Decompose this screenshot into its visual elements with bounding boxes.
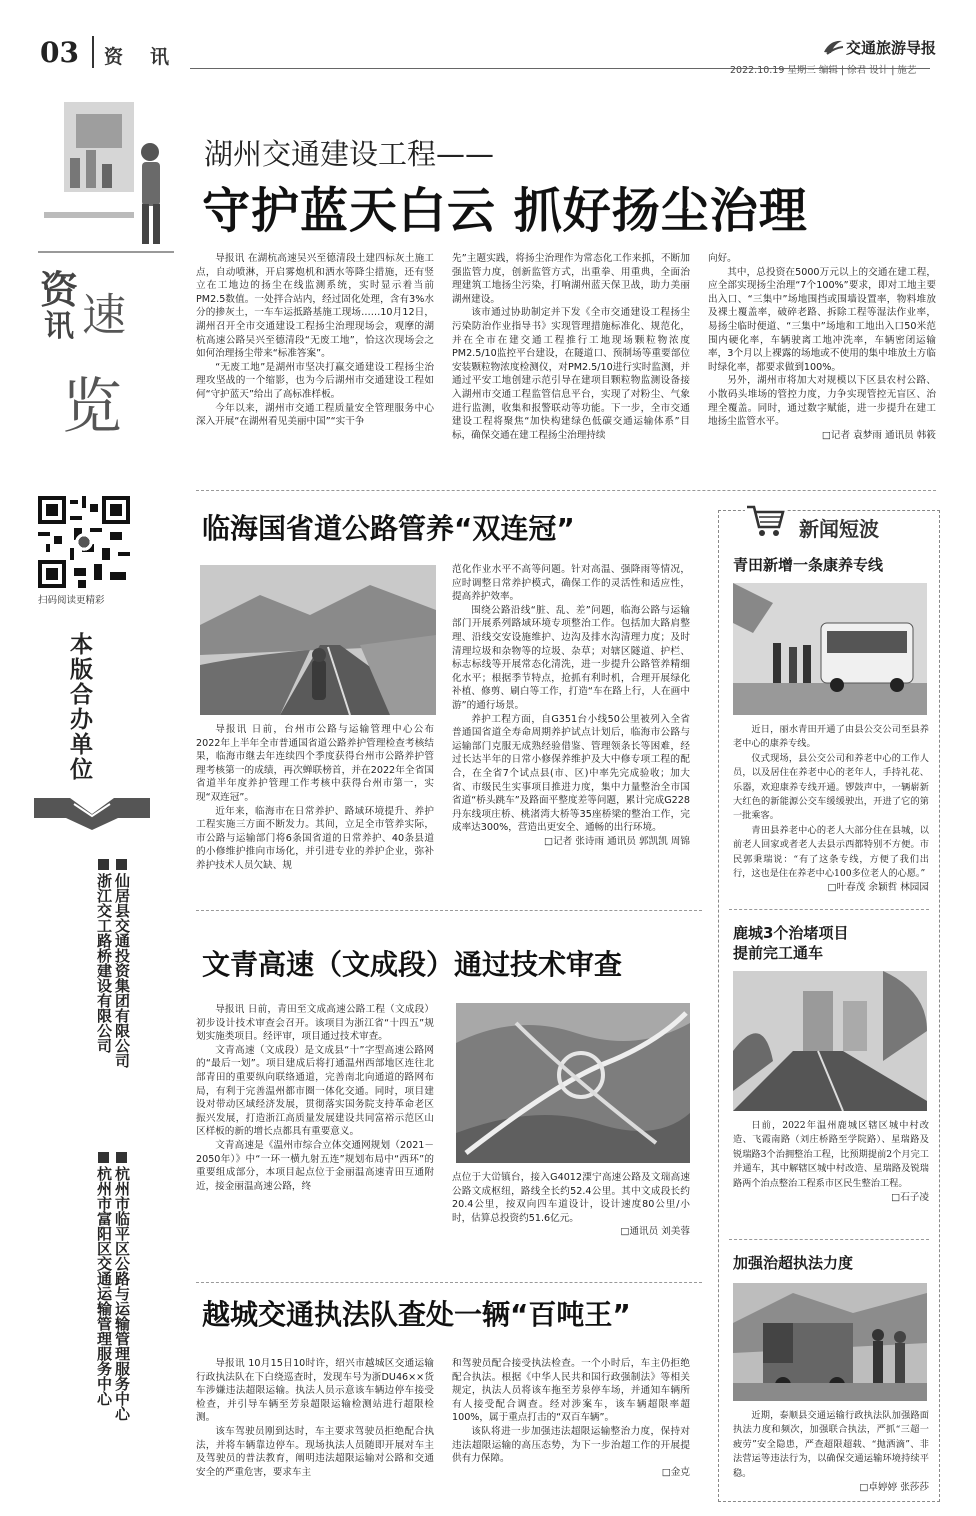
paragraph: 日前，2022年温州鹿城区辖区城中村改造、飞霞南路（刘庄桥路至学院路）、星瑞路及锐瑞路3个治拥整治工程，比预期提前2个月完工并通车，其中解辖区城中村改造、星瑞路及锐瑞路两个治点整治工程系市区民生整治工程。 — [733, 1120, 929, 1189]
brief-text — [733, 1119, 929, 1205]
article-divider — [196, 490, 936, 491]
brief-divider — [729, 909, 929, 910]
road-maintenance-photo — [200, 565, 436, 715]
paragraph: 文青高速是《温州市综合立体交通网规划（2021－2050年）》中“一环一横九射五连”规划布局中“西环”的重要组成部分，本项目起点位于金丽温高速青田互通附近，接金丽温高速公路，终 — [196, 1139, 434, 1192]
article-byline: □记者 张诗雨 通讯员 郭凯凯 周锦 — [544, 835, 690, 847]
unit-name: 仙居县交通投资集团有限公司 — [113, 873, 131, 1068]
article-yuecheng — [196, 1287, 710, 1507]
paragraph: 今年以来，湖州市交通工程质量安全管理服务中心深入开展“在湖州看见美丽中国”“实干争 — [196, 402, 434, 428]
unit-column-2 — [95, 1152, 132, 1512]
paragraph: 青田县养老中心的老人大部分住在县城，以前老人回家或者老人去县示西都特别不方便。市民郭秉瑞说：“有了这条专线，方便了我们出行，这也是住在养老中心100多位老人的心愿。” — [733, 824, 929, 880]
paragraph: 仪式现场，县公交公司和养老中心的工作人员，以及居住在养老中心的老年人，手持礼花、乐器，欢迎康养专线开通。锣鼓声中，一辆崭新大红色的新能源公交车缓缓驶出，开进了它的第一批乘客。 — [733, 752, 929, 822]
article-column — [452, 1357, 690, 1479]
section-title: 资 讯 — [104, 46, 174, 68]
paragraph: 和驾驶员配合接受执法检查。一个小时后，车主仍拒绝配合执法。根据《中华人民共和国行政强制法》等相关规定，执法人员将该车拖至芳泉停车场，并通知车辆所有人接受配合调查。经对涉案车，该车辆超限率超100%，属于重点打击的“双百车辆”。 — [452, 1358, 690, 1424]
cart-icon — [745, 501, 787, 541]
news-briefs-panel — [718, 510, 940, 1502]
sidebar-illustration — [34, 92, 178, 274]
article-title: 临海国省道公路管养“双连冠” — [202, 512, 575, 545]
brief-byline: □卓婷婷 张莎莎 — [859, 1482, 929, 1494]
paragraph: 导报讯 日前，台州市公路与运输管理中心公布2022年上半年全市普通国省道公路养护管理检查考核结果，临海市继去年连续四个季度获得台州市公路养护管理考核第一的成绩，再次蝉联榜首，并在2022年全省国省道半年度养护管理工作考核中获得台州市第一，实现“双连冠”。 — [196, 724, 434, 803]
paragraph: 先”主题实践，将扬尘治理作为常态化工作来抓，不断加强监管力度，创新监管方式，出重拳、用重典，全面治理建筑工地扬尘污染，打响湖州蓝天保卫战，助力美丽湖州建设。 — [452, 253, 690, 305]
paper-logo-icon — [822, 38, 844, 56]
page-number: 03 — [40, 36, 79, 69]
co-organizer-title: 本版合办单位 — [66, 632, 92, 782]
article-divider — [196, 1282, 702, 1283]
paragraph: 养护工程方面，自G351台小线50公里被列入全省普通国省道全寿命周期养护试点计划后，临海市公路与运输部门克服无成熟经验借鉴、管理领条长等困难，经过长达半年的日常小修保养维护及大中修专项工程的配合，在全省7个试点县(市、区)中率先完成验收；加大省、市级民生实事项目推进力度，集中力量整治全市国省道“桥头跳车”及路面平整度差等问题，累计完成G228丹东线项庄桥、桃渚湾大桥等35座桥梁的整治工作，完成率达300%，营造出更安全、通畅的出行环境。 — [452, 713, 690, 834]
paper-name: 交通旅游导报 — [846, 39, 937, 57]
paragraph: 该队将进一步加强违法超限运输整治力度，保持对违法超限运输的高压态势，为下一步治超工作的开展提供有力保障。 — [452, 1425, 690, 1465]
article-column — [452, 1171, 690, 1239]
paragraph: 围绕公路沿线“脏、乱、差”问题，临海公路与运输部门开展系列路域环境专项整治工作。包括加大路肩整理、沿线交安设施维护、边沟及排水沟清理力度；及时清理垃圾和杂物等的垃圾、杂草；对辖区隧道、护栏、标志标线等开展常态化清洗，进一步提升公路管养精细化水平；根据季节特点，抢抓有利时机，合理开展绿化补植、修剪、刷白等工作，打造“车在路上行，人在画中游”的通行场景。 — [452, 604, 690, 711]
column-title-char: 讯 — [44, 309, 74, 344]
header-rule — [190, 68, 930, 69]
paragraph: 文青高速（文成段）是文成县“十”字型高速公路网的“最后一划”。项目建成后将打通温州西部地区连往北部青田的重要纵向联络通道，完善南北向通道的路网布局，有利于完善温州都市圈一体化交通。同时，项目建设对带动区域经济发展，贯彻落实国务院支持革命老区振兴发展，打造浙江高质量发展建设共同富裕示范区山区样板的新的增长点都具有重要意义。 — [196, 1044, 434, 1138]
handshake-icon — [34, 784, 150, 832]
article-title: 越城交通执法队查处一辆“百吨王” — [202, 1298, 631, 1331]
bus-photo — [733, 583, 927, 715]
sidebar — [28, 84, 178, 1504]
unit-column-1 — [95, 859, 132, 1199]
article-byline: □记者 袁梦雨 通讯员 韩筱 — [821, 429, 936, 441]
article-title: 守护蓝天白云 抓好扬尘治理 — [202, 183, 808, 239]
article-column — [196, 1003, 434, 1193]
unit-name: 杭州市临平区公路与运输管理服务中心 — [113, 1166, 131, 1421]
article-column — [452, 252, 690, 442]
paragraph: 近期，泰顺县交通运输行政执法队加强路面执法力度和频次，加强联合执法，严抓“三超一疲劳”安全隐患，严查超限超载、“抛洒滴”、非法营运等违法行为，以确保交通运输环境持续平稳。 — [733, 1410, 929, 1479]
brief-title-line: 鹿城3个治堵项目 — [733, 924, 849, 942]
paragraph: 点位于大峃镇台，接入G4012溧宁高速公路及文瑞高速公路文成枢纽，路线全长约52.4公里。其中文成段长约20.4公里，按双向四车道设计，设计速度80公里/小时，估算总投资约51.6亿元。 — [452, 1172, 690, 1224]
brief-byline: □叶春茂 余颖哲 林园园 — [827, 882, 929, 894]
date-line: 2022.10.19 星期三 编辑 | 徐君 设计 | 施艺 — [730, 65, 917, 76]
paragraph: 范化作业水平不高等问题。针对高温、强降雨等情况，应时调整日常养护模式，确保工作的灵活性和适应性，提高养护效率。 — [452, 564, 690, 603]
paragraph: 该车驾驶员刚到达时，车主要求驾驶员拒绝配合执法，并将车辆靠边停车。现场执法人员随即开展对车主及驾驶员的普法教育，阐明违法超限运输对公路和交通安全的严重危害，要求车主 — [196, 1425, 434, 1478]
brief-text — [733, 1409, 929, 1495]
brief-title — [733, 923, 848, 963]
qr-code[interactable] — [38, 496, 130, 588]
header-divider — [92, 36, 94, 68]
expressway-aerial-photo — [456, 1003, 690, 1163]
unit-bullet — [98, 859, 109, 870]
brief-title-line: 提前完工通车 — [733, 944, 824, 962]
brief-title: 青田新增一条康养专线 — [733, 556, 884, 574]
qr-caption: 扫码阅读更精彩 — [38, 595, 105, 606]
column-title-char: 览 — [62, 372, 122, 442]
brief-title: 加强治超执法力度 — [733, 1254, 854, 1272]
paragraph: 导报讯 日前，青田至文成高速公路工程（文成段）初步设计技术审查会召开。该项目为浙江省“十四五”规划实施类项目。经评审，项目通过技术审查。 — [196, 1004, 434, 1043]
paragraph: 导报讯 在湖杭高速吴兴至德清段土建四标灰土施工点，自动喷淋，开启雾炮机和洒水等降尘措施，还有竖立在工地边的扬尘在线监测系统，实时显示着当前PM2.5数值。一处拌合站内，经过固化处理，含有3%水分的掺灰土，一车车运抵路基施工现场……10月12日，湖州召开全市交通建设工程扬尘治理现场会，观摩的湖杭高速公路吴兴至德清段“无废工地”，恰这次现场会之如何治理扬尘带来“标准答案”。 — [196, 253, 434, 360]
column-title-char: 资 — [40, 268, 79, 312]
brief-byline: □石子凌 — [891, 1192, 929, 1204]
paragraph: 该市通过协助制定并下发《全市交通建设工程扬尘污染防治作业指导书》实现管理措施标准化、规范化，并在全市在建交通工程推行工地现场颗粒物浓度PM2.5/10监控平台建设，在隧道口、预制场等重要部位安装颗粒物浓度检测仪，对PM2.5/10进行实时监测，并通过平安工地创建示范引导在建项目颗粒物监测设备接入湖州市交通工程监管信息平台，实现了对粉尘、气象进行监测，收集和报警联动等功能。下一步，全市交通建设工程将聚焦“加快构建绿色低碳交通运输体系”目标，确保交通在建工程扬尘治理持续 — [452, 307, 690, 441]
article-wenqing — [196, 915, 710, 1275]
article-column — [196, 1357, 434, 1479]
article-title: 文青高速（文成段）通过技术审查 — [202, 948, 623, 981]
article-column — [196, 723, 434, 873]
news-briefs-header: 新闻短波 — [795, 513, 883, 542]
article-column — [708, 252, 936, 442]
paragraph: 导报讯 10月15日10时许，绍兴市越城区交通运输行政执法队在下白绕巡查时，发现车号为浙DU46××货车涉嫌违法超限运输。执法人员示意该车辆边停车接受检查，并引导车辆至芳泉超限运输检测站进行超限检测。 — [196, 1358, 434, 1424]
article-divider — [196, 910, 702, 911]
paragraph: 另外，湖州市将加大对规模以下区县农村公路、小散码头堆场的管控力度，力争实现管控无盲区、治理全覆盖。同时，通过数字赋能，进一步提升在建工地扬尘监管水平。 — [708, 375, 936, 428]
article-byline: □金克 — [661, 1466, 690, 1478]
unit-bullet — [116, 859, 127, 870]
unit-name: 杭州市富阳区交通运输管理服务中心 — [95, 1166, 113, 1406]
unit-bullet — [98, 1152, 109, 1163]
article-huzhou — [196, 120, 936, 490]
unit-name: 浙江交工路桥建设有限公司 — [95, 873, 113, 1053]
article-column — [452, 563, 690, 848]
article-column — [196, 252, 434, 429]
article-linhai — [196, 495, 710, 895]
page-header — [0, 0, 976, 76]
paragraph: 向好。 — [708, 253, 737, 264]
paragraph: 近年来，临海市在日常养护、路域环境提升、养护工程实施三方面不断发力。其间，立足全市管养实际，市公路与运输部门将6条国省道的日常养护、40条县道的小修维护推向市场化，并引进专业的养护企业，弥补养护技术人员欠缺、规 — [196, 805, 434, 871]
paragraph: 近日，丽水青田开通了由县公交公司至县养老中心的康养专线。 — [733, 724, 929, 750]
road-photo — [733, 971, 927, 1111]
column-title — [40, 259, 126, 489]
brief-divider — [729, 1239, 929, 1240]
article-kicker: 湖州交通建设工程—— — [204, 137, 495, 171]
article-byline: □通讯员 刘美蓉 — [620, 1226, 690, 1238]
brief-text — [733, 723, 929, 896]
column-title-char: 速 — [82, 290, 126, 341]
truck-inspection-photo — [733, 1283, 927, 1401]
paragraph: “无废工地”是湖州市坚决打赢交通建设工程扬尘治理攻坚战的一个缩影，也为今后湖州市交通建设工程如何“守护蓝天”给出了高标准样板。 — [196, 361, 434, 400]
paragraph: 其中，总投资在5000万元以上的交通在建工程，应全部实现扬尘治理“7个100%”要求，即对工地主要出入口、“三集中”场地围挡或围墙设置率，物料堆放及裸土覆盖率，破碎老路、拆除工程等湿法作业率，易扬尘临时便道、“三集中”场地和工地出入口50米范围内硬化率，车辆驶离工地冲洗率，车辆密闭运输率，3个月以上裸露的场地或不使用的集中堆放土方临时绿化率，都要求做到100%。 — [708, 266, 936, 373]
unit-bullet — [116, 1152, 127, 1163]
